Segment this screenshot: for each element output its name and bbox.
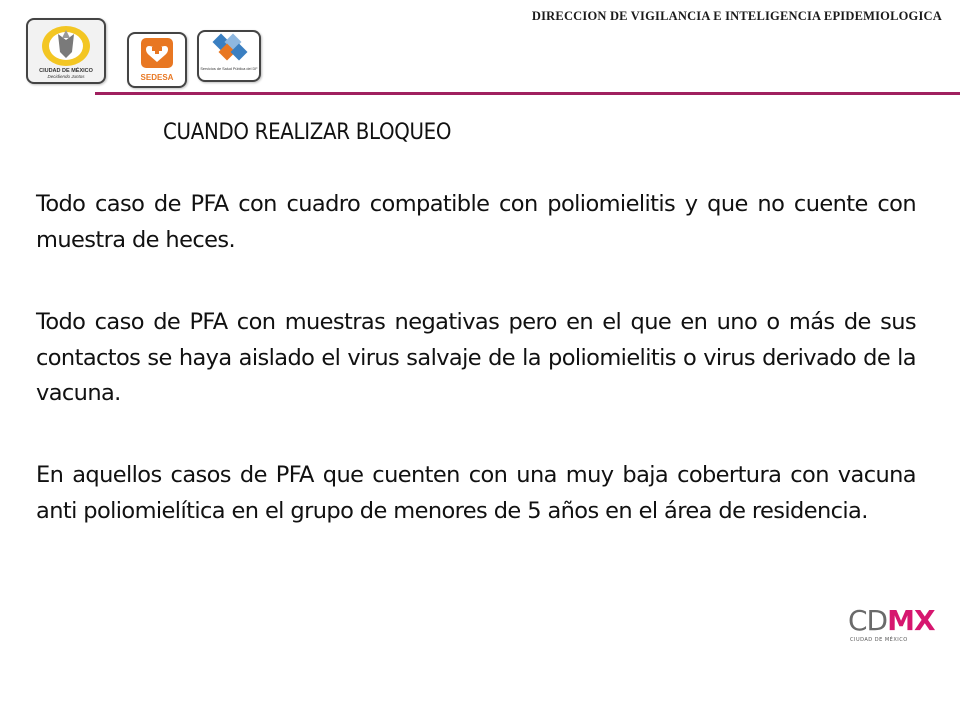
sedesa-emblem-icon	[129, 34, 185, 86]
cdmx-wordmark-mx: MX	[887, 604, 935, 637]
sedesa-label: SEDESA	[140, 73, 174, 82]
servicios-salud-emblem-icon	[199, 32, 259, 80]
section-title: CUANDO REALIZAR BLOQUEO	[163, 120, 452, 145]
cdmx-wordmark-cd: CD	[848, 604, 888, 637]
cdmx-emblem-icon	[28, 20, 104, 82]
cdmx-brand-logo	[848, 606, 948, 646]
cdmx-government-logo	[26, 18, 106, 84]
paragraph-3: En aquellos casos de PFA que cuenten con una muy baja cobertura con vacuna anti poliomielítica en el grupo de menores de 5 años en el área de residencia.	[36, 462, 916, 524]
paragraph-2: Todo caso de PFA con muestras negativas pero en el que en uno o más de sus contactos se haya aislado el virus salvaje de la poliomielitis o virus derivado de la vacuna.	[36, 309, 916, 406]
header-title: DIRECCION DE VIGILANCIA E INTELIGENCIA EPIDEMIOLOGICA	[531, 9, 942, 23]
cdmx-logo-line1: CIUDAD DE MÉXICO	[39, 68, 93, 74]
cdmx-wordmark	[848, 606, 948, 636]
sedesa-logo	[127, 32, 187, 88]
cdmx-logo-line2: Decidiendo Juntos	[47, 74, 85, 79]
header-divider	[95, 92, 960, 95]
cdmx-subtitle: CIUDAD DE MÉXICO	[850, 637, 908, 643]
servicios-salud-label: Servicios de Salud Pública del DF	[200, 67, 258, 71]
servicios-salud-logo	[197, 30, 261, 82]
paragraph-1: Todo caso de PFA con cuadro compatible con poliomielitis y que no cuente con muestra de heces.	[36, 191, 916, 253]
